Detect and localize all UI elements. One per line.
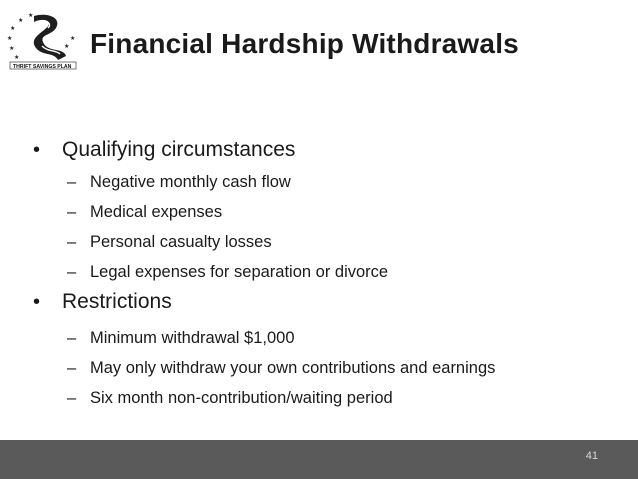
- page-number: 41: [585, 450, 598, 462]
- list-item: [0, 232, 638, 252]
- svg-text:★: ★: [18, 18, 24, 24]
- section-qualifying-circumstances: [0, 136, 638, 282]
- svg-text:★: ★: [14, 55, 20, 61]
- dash-icon: –: [67, 263, 77, 281]
- svg-text:★: ★: [64, 44, 70, 50]
- bullet-heading: [0, 288, 638, 316]
- bullet-icon: •: [33, 291, 41, 313]
- sub-bullet-list: [0, 328, 638, 408]
- slide-content: [0, 136, 638, 418]
- list-item-text: May only withdraw your own contributions and earnings: [90, 359, 496, 377]
- list-item-text: Medical expenses: [90, 203, 223, 221]
- footer-bar: [0, 440, 638, 479]
- list-item: [0, 358, 638, 378]
- list-item: [0, 262, 638, 282]
- tsp-logo-icon: [4, 8, 84, 72]
- list-item: [0, 388, 638, 408]
- dash-icon: –: [67, 359, 77, 377]
- dash-icon: –: [67, 329, 77, 347]
- dash-icon: –: [67, 203, 77, 221]
- list-item-text: Legal expenses for separation or divorce: [90, 263, 389, 281]
- bullet-heading: [0, 136, 638, 164]
- svg-text:THRIFT SAVINGS PLAN: THRIFT SAVINGS PLAN: [13, 64, 72, 70]
- svg-text:★: ★: [70, 36, 76, 42]
- list-item-text: Negative monthly cash flow: [90, 173, 291, 191]
- svg-text:★: ★: [28, 13, 34, 19]
- svg-text:★: ★: [7, 36, 13, 42]
- dash-icon: –: [67, 389, 77, 407]
- section-heading: Qualifying circumstances: [62, 138, 296, 161]
- sub-bullet-list: [0, 172, 638, 282]
- slide-title: Financial Hardship Withdrawals: [90, 28, 519, 59]
- list-item: [0, 172, 638, 192]
- list-item-text: Minimum withdrawal $1,000: [90, 329, 295, 347]
- list-item-text: Six month non-contribution/waiting period: [90, 389, 393, 407]
- bullet-icon: •: [33, 139, 41, 161]
- list-item-text: Personal casualty losses: [90, 233, 272, 251]
- section-heading: Restrictions: [62, 290, 172, 313]
- list-item: [0, 202, 638, 222]
- list-item: [0, 328, 638, 348]
- dash-icon: –: [67, 233, 77, 251]
- dash-icon: –: [67, 173, 77, 191]
- svg-text:★: ★: [9, 46, 15, 52]
- section-restrictions: [0, 288, 638, 408]
- svg-text:★: ★: [10, 26, 16, 32]
